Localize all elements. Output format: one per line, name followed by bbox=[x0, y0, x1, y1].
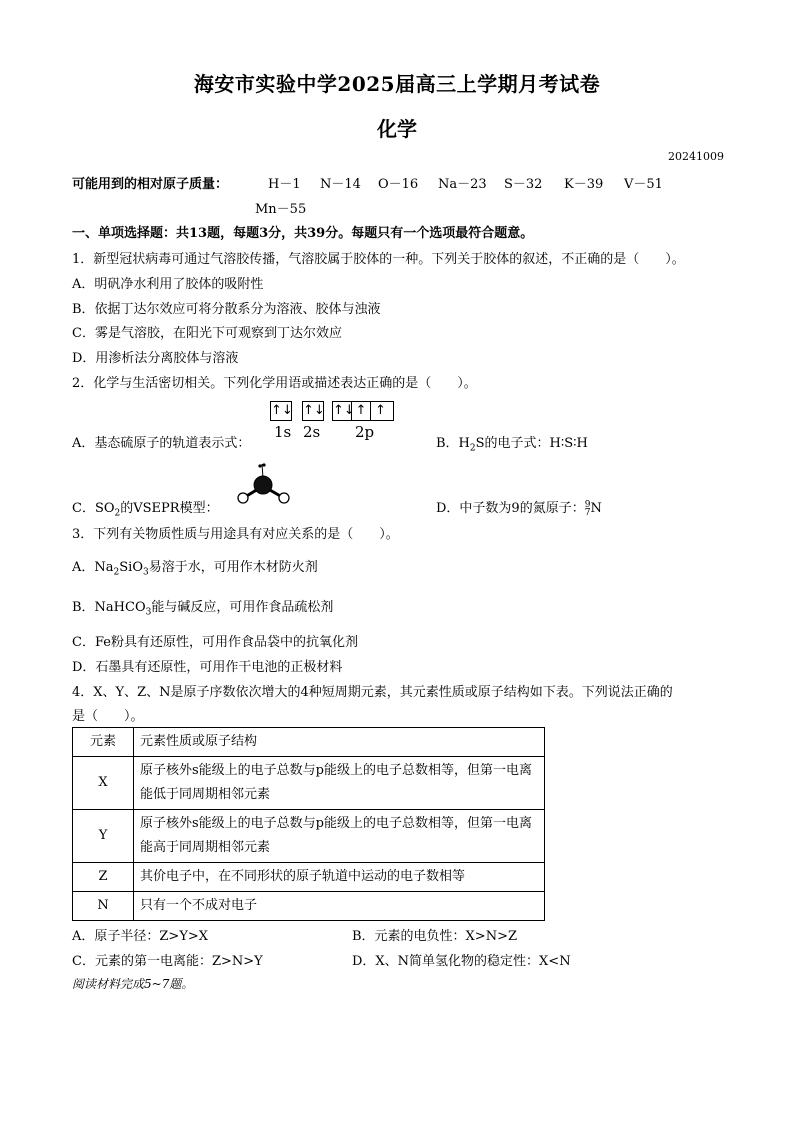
q3-option-c: C．Fe粉具有还原性，可用作食品袋中的抗氧化剂 bbox=[72, 635, 358, 650]
q2-option-b bbox=[436, 432, 588, 454]
orbital-label-2s: 2s bbox=[303, 423, 321, 441]
q3-b-prefix: B．NaHCO bbox=[72, 600, 146, 615]
table-row bbox=[73, 757, 545, 810]
q3-a-sub2: 3 bbox=[142, 567, 149, 578]
q4-stem-line2: 是（ ）。 bbox=[72, 709, 144, 724]
q1-stem: 1．新型冠状病毒可通过气溶胶传播，气溶胶属于胶体的一种。下列关于胶体的叙述，不正确的是（ ）。 bbox=[72, 252, 685, 267]
q3-b-suffix: 能与碱反应，可用作食品疏松剂 bbox=[151, 600, 334, 615]
atomic-mass-item: O－16 bbox=[378, 177, 419, 192]
orbital-box-2s bbox=[302, 401, 324, 421]
q1-option-d: D．用渗析法分离胶体与溶液 bbox=[72, 351, 239, 366]
q2-option-d bbox=[436, 497, 602, 517]
orbital-cell: ↑ bbox=[352, 402, 371, 420]
table-header-row bbox=[73, 728, 545, 757]
vsepr-model-image bbox=[236, 460, 300, 506]
q3-a-suffix: 易溶于水，可用作木材防火剂 bbox=[148, 560, 318, 575]
atomic-mass-item: Na－23 bbox=[438, 177, 487, 192]
q2-b-suffix: S的电子式：H∶S∶H bbox=[475, 436, 588, 451]
atomic-mass-item: Mn－55 bbox=[255, 202, 307, 217]
q3-option-d: D．石墨具有还原性，可用作干电池的正极材料 bbox=[72, 660, 343, 675]
q1-option-b: B．依据丁达尔效应可将分散系分为溶液、胶体与浊液 bbox=[72, 302, 381, 317]
table-cell-description: 原子核外s能级上的电子总数与p能级上的电子总数相等，但第一电离能低于同周期相邻元素 bbox=[134, 757, 545, 810]
date-code: 20241009 bbox=[668, 150, 724, 163]
table-cell-element: Z bbox=[73, 863, 134, 892]
q1-option-c: C．雾是气溶胶，在阳光下可观察到丁达尔效应 bbox=[72, 326, 342, 341]
q1-option-a: A．明矾净水利用了胶体的吸附性 bbox=[72, 277, 264, 292]
atomic-mass-item: S－32 bbox=[504, 177, 543, 192]
table-row bbox=[73, 892, 545, 921]
table-cell-element: N bbox=[73, 892, 134, 921]
atomic-mass-item: V－51 bbox=[624, 177, 663, 192]
orbital-cell: ↑↓ bbox=[271, 403, 293, 418]
q2-d-prefix: D．中子数为9的氮原子： bbox=[436, 501, 585, 516]
q4-stem-line1: 4．X、Y、Z、N是原子序数依次增大的4种短周期元素，其元素性质或原子结构如下表。下列说法正确的 bbox=[72, 685, 673, 700]
q2-option-c bbox=[72, 497, 219, 519]
q3-a-prefix: A．Na bbox=[72, 560, 114, 575]
reading-note: 阅读材料完成5~7题。 bbox=[72, 977, 194, 991]
q3-a-mid: SiO bbox=[119, 560, 143, 575]
q2-option-a: A．基态硫原子的轨道表示式： bbox=[72, 436, 251, 451]
q3-b-sub: 3 bbox=[145, 607, 152, 618]
orbital-box-2p bbox=[332, 401, 394, 421]
q2-c-sub: 2 bbox=[114, 508, 121, 519]
orbital-label-2p: 2p bbox=[355, 423, 375, 441]
atomic-mass-item: N－14 bbox=[320, 177, 361, 192]
q2-d-sup: 9 bbox=[584, 499, 591, 510]
atomic-mass-item: K－39 bbox=[564, 177, 604, 192]
q4-option-d: D．X、N简单氢化物的稳定性：X<N bbox=[352, 954, 571, 969]
q2-d-sub: 7 bbox=[584, 507, 591, 518]
table-cell-element: X bbox=[73, 757, 134, 810]
q2-c-suffix: 的VSEPR模型： bbox=[120, 501, 219, 516]
subject-title: 化学 bbox=[377, 117, 417, 141]
table-header-cell: 元素性质或原子结构 bbox=[134, 728, 545, 757]
table-row bbox=[73, 810, 545, 863]
orbital-cell: ↑↓ bbox=[333, 403, 355, 418]
q2-b-sub: 2 bbox=[469, 443, 476, 454]
atomic-mass-label: 可能用到的相对原子质量： bbox=[72, 177, 229, 192]
q2-b-prefix: B．H bbox=[436, 436, 470, 451]
table-header-cell: 元素 bbox=[73, 728, 134, 757]
orbital-cell: ↑ bbox=[375, 403, 386, 418]
element-table bbox=[72, 727, 545, 921]
atomic-mass-line bbox=[72, 173, 228, 192]
q3-option-b bbox=[72, 596, 333, 618]
q3-option-a bbox=[72, 556, 318, 578]
table-row bbox=[73, 863, 545, 892]
table-cell-element: Y bbox=[73, 810, 134, 863]
q2-stem: 2．化学与生活密切相关。下列化学用语或描述表达正确的是（ ）。 bbox=[72, 376, 477, 391]
section-heading: 一、单项选择题：共13题，每题3分，共39分。每题只有一个选项最符合题意。 bbox=[72, 226, 534, 241]
exam-title: 海安市实验中学2025届高三上学期月考试卷 bbox=[193, 72, 601, 96]
q4-option-b: B．元素的电负性：X>N>Z bbox=[352, 929, 518, 944]
q4-option-c: C．元素的第一电离能：Z>N>Y bbox=[72, 954, 263, 969]
q3-stem: 3．下列有关物质性质与用途具有对应关系的是（ ）。 bbox=[72, 527, 399, 542]
atomic-mass-items bbox=[268, 173, 663, 192]
table-cell-description: 其价电子中，在不同形状的原子轨道中运动的电子数相等 bbox=[134, 863, 545, 892]
table-cell-description: 只有一个不成对电子 bbox=[134, 892, 545, 921]
table-cell-description: 原子核外s能级上的电子总数与p能级上的电子总数相等，但第一电离能高于同周期相邻元素 bbox=[134, 810, 545, 863]
q3-a-sub1: 2 bbox=[113, 567, 120, 578]
orbital-box-1s bbox=[270, 401, 292, 421]
q2-d-suffix: N bbox=[590, 501, 602, 516]
orbital-cell: ↑↓ bbox=[303, 403, 325, 418]
orbital-label-1s: 1s bbox=[274, 423, 292, 441]
q2-c-prefix: C．SO bbox=[72, 501, 115, 516]
atomic-mass-item: H－1 bbox=[268, 177, 301, 192]
q4-option-a: A．原子半径：Z>Y>X bbox=[72, 929, 209, 944]
